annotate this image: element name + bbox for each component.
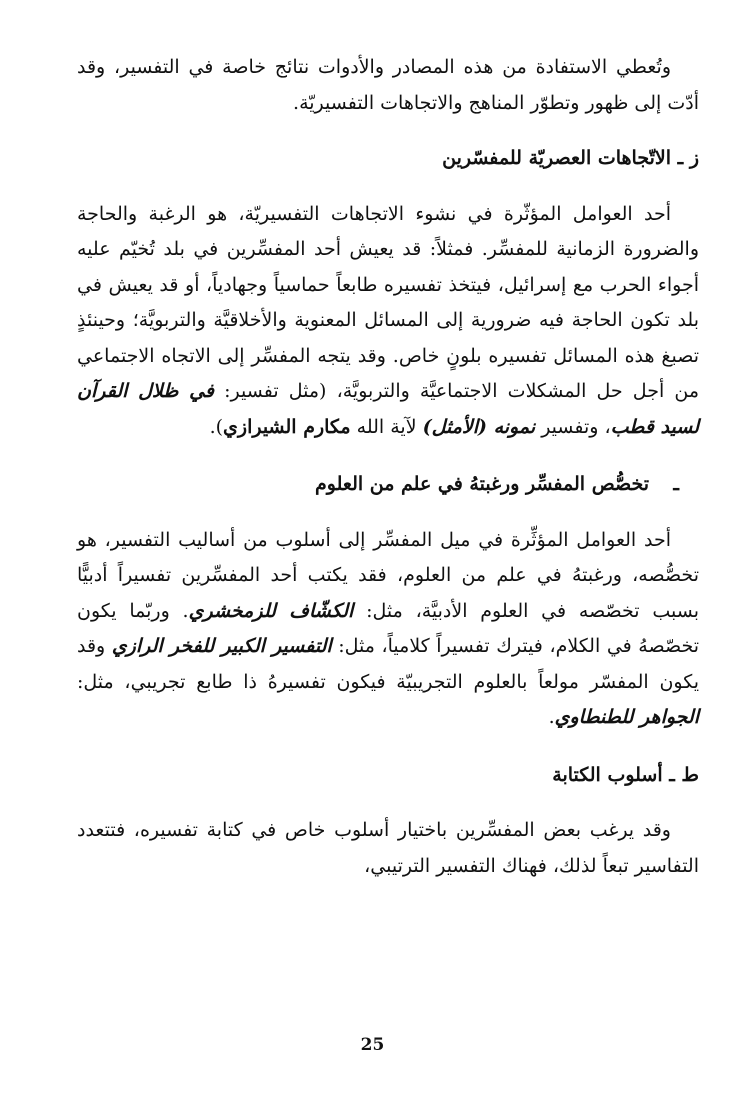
subsection-heading-specialization <box>77 467 699 503</box>
section-heading-writing-style: ط ـ أسلوب الكتابة <box>552 763 699 786</box>
author-name-shirazi: مكارم الشيرازي <box>223 415 351 438</box>
paragraph-text: أحد العوامل المؤثّرة في نشوء الاتجاهات التفسيريّة، هو الرغبة والحاجة والضرورة الزمانية للمفسِّر. فمثلاً: قد يعيش أحد المفسِّرين في بلد تُخيّم عليه أجواء الحرب مع إسرائيل، فيتخذ تفسيره طابعاً حماسياً وجهادياً، أو قد يعيش في بلد تكون الحاجة فيه ضرورية إلى المسائل المعنوية والأخلاقيَّة والتربويَّة؛ وحينئذٍ تصبغ هذه المسائل تفسيره بلونٍ خاص. وقد يتجه المفسِّر إلى الاتجاه الاجتماعي من أجل حل المشكلات الاجتماعيَّة والتربويَّة، (مثل تفسير: <box>77 202 699 402</box>
book-title-jawahir: الجواهر للطنطاوي <box>554 706 699 728</box>
paragraph-text: . وربّما يكون تخصّصهُ في الكلام، فيترك تفسيراً كلامياً، مثل: <box>77 599 699 657</box>
paragraph-specialization <box>77 523 699 736</box>
paragraph-text: ، وتفسير <box>535 415 611 438</box>
subsection-heading-text: تخصُّص المفسِّر ورغبتهُ في علم من العلوم <box>315 473 649 495</box>
paragraph-text: لآية الله <box>350 415 423 438</box>
paragraph-intro: وتُعطي الاستفادة من هذه المصادر والأدوات نتائج خاصة في التفسير، وقد أدّت إلى ظهور وتطوّر المناهج والاتجاهات التفسيريّة. <box>77 56 699 114</box>
section-heading-modern-trends: ز ـ الاتّجاهات العصريّة للمفسّرين <box>442 147 699 169</box>
page-content <box>77 50 699 884</box>
paragraph-modern-trends <box>77 197 699 446</box>
paragraph-text: ). <box>209 415 224 438</box>
paragraph-text: وقد يكون المفسّر مولعاً بالعلوم التجريبيّة فيكون تفسيرهُ ذا طابع تجريبي، مثل: <box>77 635 699 693</box>
paragraph-text: . <box>548 706 555 728</box>
book-title-zilal: في ظلال القرآن لسيد قطب <box>77 380 699 438</box>
page-number: 25 <box>360 1035 385 1055</box>
bullet-dash: ـ <box>673 473 679 495</box>
book-title-kashshaf: الكشّاف للزمخشري <box>188 599 354 622</box>
paragraph-writing-style: وقد يرغب بعض المفسِّرين باختيار أسلوب خاص في كتابة تفسيره، فتتعدد التفاسير تبعاً لذلك، فهناك التفسير الترتيبي، <box>77 819 699 877</box>
book-title-namuneh: نمونه (الأمثل) <box>422 415 536 438</box>
paragraph-text: أحد العوامل المؤثِّرة في ميل المفسِّر إلى أسلوب من أساليب التفسير، هو تخصُّصه، ورغبتهُ في علم من العلوم، فقد يكتب أحد المفسِّرين تفسيراً أدبيًّا بسبب تخصّصه في العلوم الأدبيَّة، مثل: <box>77 528 699 622</box>
book-title-tafsir-kabir: التفسير الكبير للفخر الرازي <box>111 635 332 657</box>
